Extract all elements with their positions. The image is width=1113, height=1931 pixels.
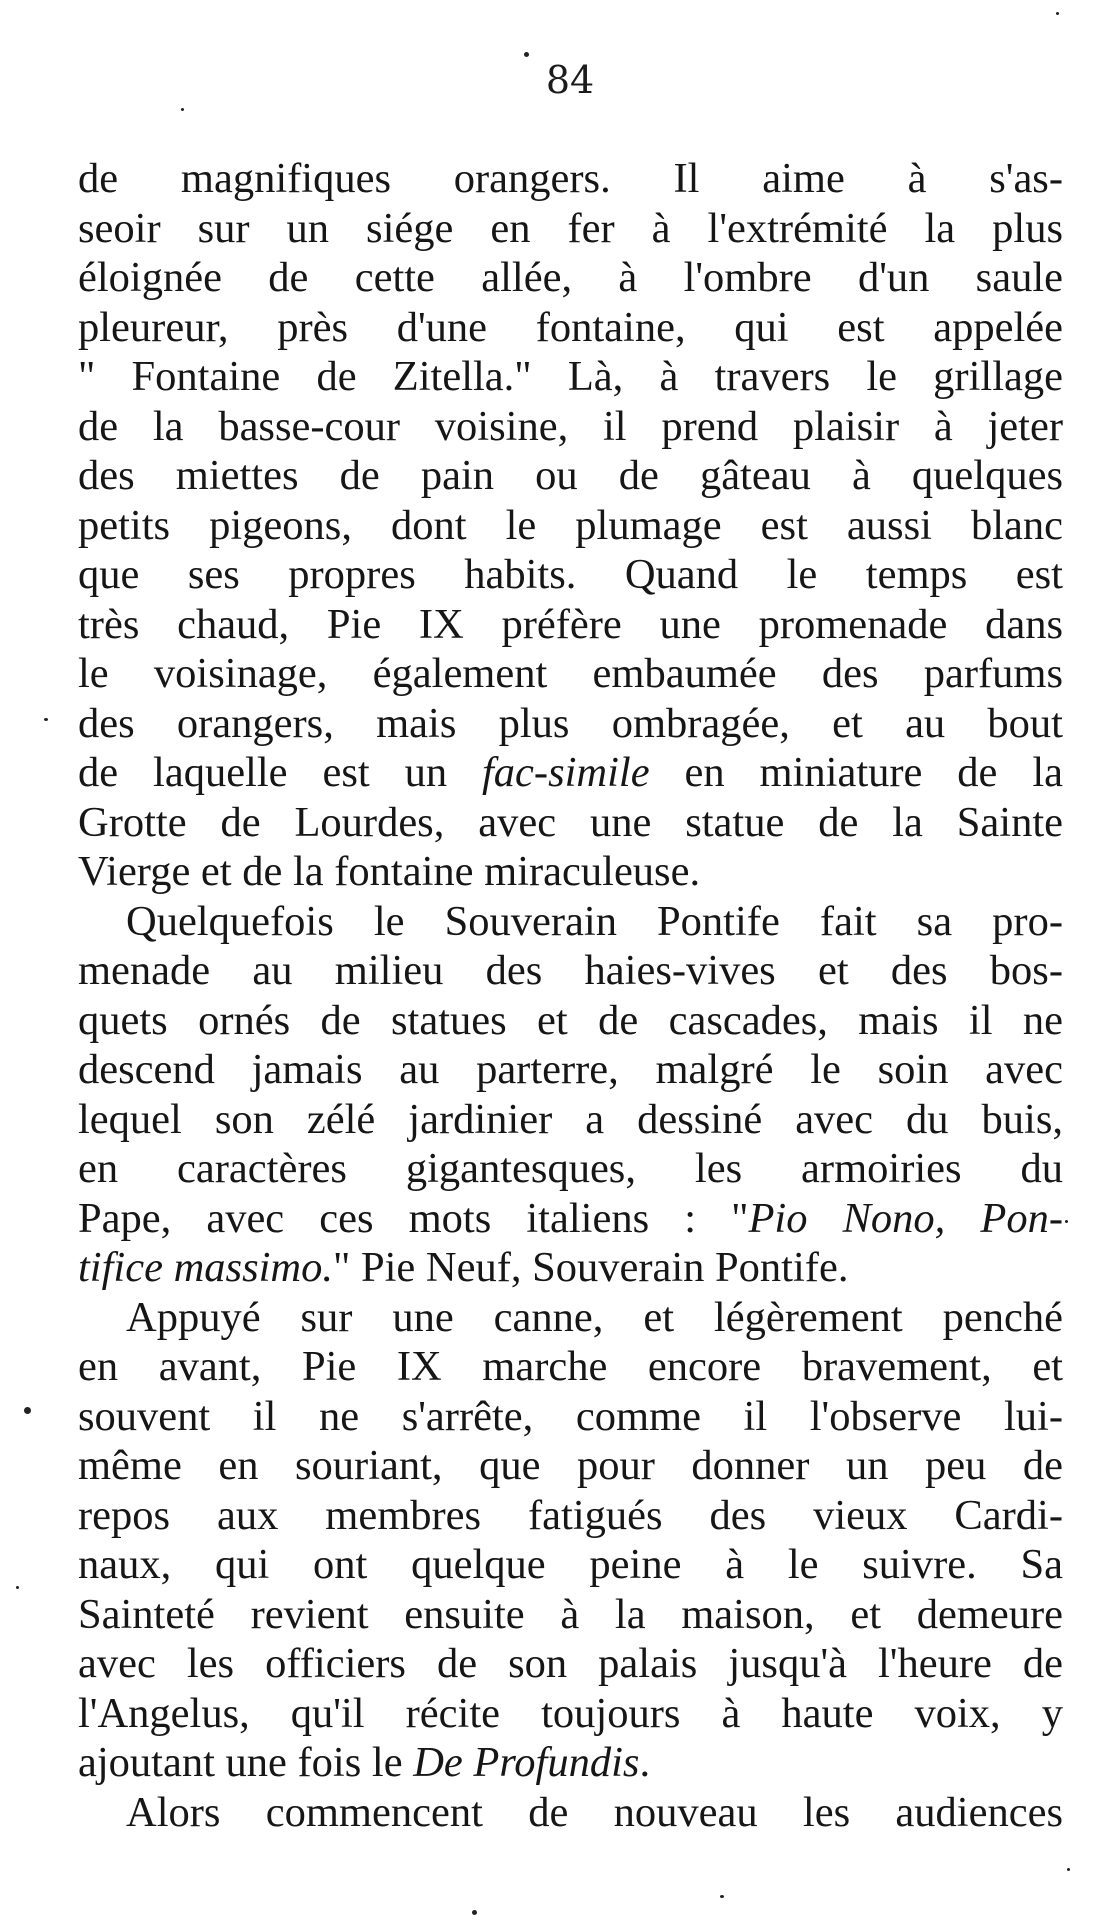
text-line: pleureur, près d'une fontaine, qui est appelée (78, 303, 1063, 351)
scan-speck (1065, 1220, 1068, 1223)
text-line: lequel son zélé jardinier a dessiné avec du buis, (78, 1095, 1063, 1143)
text-line: en caractères gigantesques, les armoiries du (78, 1145, 1063, 1192)
body-text (78, 154, 1063, 1837)
text-line: naux, qui ont quelque peine à le suivre. Sa (78, 1541, 1063, 1588)
scan-speck (16, 1586, 19, 1589)
text-line: Grotte de Lourdes, avec une statue de la Sainte (78, 798, 1063, 846)
text-line: des orangers, mais plus ombragée, et au bout (78, 699, 1063, 747)
text-line: de la basse-cour voisine, il prend plaisir à jeter (78, 402, 1063, 450)
italic-quote: Pio Nono, Pon- (748, 1194, 1063, 1242)
text-line: seoir sur un siége en fer à l'extrémité la plus (78, 204, 1063, 252)
text-line: avec les officiers de son palais jusqu'à l'heure de (78, 1640, 1063, 1687)
text-line: des miettes de pain ou de gâteau à quelques (78, 452, 1063, 499)
scan-speck (44, 718, 48, 721)
text-line: Pape, avec ces mots italiens : "Pio Nono, Pon- (78, 1194, 1063, 1242)
italic-quote: tifice massimo. (78, 1244, 333, 1291)
text-line: en avant, Pie IX marche encore bravement, et (78, 1343, 1063, 1390)
text-line: éloignée de cette allée, à l'ombre d'un saule (78, 254, 1063, 301)
text-line: le voisinage, également embaumée des parfums (78, 650, 1063, 697)
text-line: tifice massimo." Pie Neuf, Souverain Pontife. (78, 1244, 849, 1291)
page-number: 84 (545, 58, 595, 102)
paragraph-start: Alors commencent de nouveau les audiences (126, 1788, 1063, 1836)
text-line: " Fontaine de Zitella." Là, à travers le grillage (78, 353, 1063, 400)
scan-speck (24, 1407, 31, 1414)
text-line: très chaud, Pie IX préfère une promenade dans (78, 600, 1063, 648)
scan-speck (524, 52, 529, 57)
paragraph-start: Quelquefois le Souverain Pontife fait sa pro- (126, 897, 1063, 945)
text-line: ajoutant une fois le De Profundis. (78, 1739, 651, 1786)
scan-speck (1067, 1868, 1070, 1871)
text-line: Sainteté revient ensuite à la maison, et demeure (78, 1590, 1063, 1638)
text-line: que ses propres habits. Quand le temps est (78, 551, 1063, 598)
text-line: petits pigeons, dont le plumage est aussi blanc (78, 501, 1063, 549)
scan-speck (181, 108, 184, 111)
text-line: repos aux membres fatigués des vieux Cardi- (78, 1491, 1063, 1539)
text-line: Vierge et de la fontaine miraculeuse. (78, 848, 701, 895)
text-line: l'Angelus, qu'il récite toujours à haute voix, y (78, 1689, 1063, 1737)
text-line: descend jamais au parterre, malgré le soin avec (78, 1046, 1063, 1093)
paragraph-start: Appuyé sur une canne, et légèrement penché (126, 1293, 1063, 1341)
text-line: de magnifiques orangers. Il aime à s'as- (78, 155, 1063, 202)
italic-term: De Profundis (413, 1739, 640, 1786)
text-line: même en souriant, que pour donner un peu de (78, 1442, 1063, 1489)
text-line: souvent il ne s'arrête, comme il l'observe lui- (78, 1392, 1063, 1440)
scan-speck (472, 1910, 477, 1915)
text-line: de laquelle est un fac-simile en miniature de la (78, 749, 1063, 796)
text-line: quets ornés de statues et de cascades, mais il ne (78, 996, 1063, 1044)
italic-term: fac-simile (482, 749, 650, 796)
scan-speck (720, 1895, 724, 1898)
text-line: menade au milieu des haies-vives et des bos- (78, 947, 1063, 994)
scan-speck (1056, 12, 1059, 15)
